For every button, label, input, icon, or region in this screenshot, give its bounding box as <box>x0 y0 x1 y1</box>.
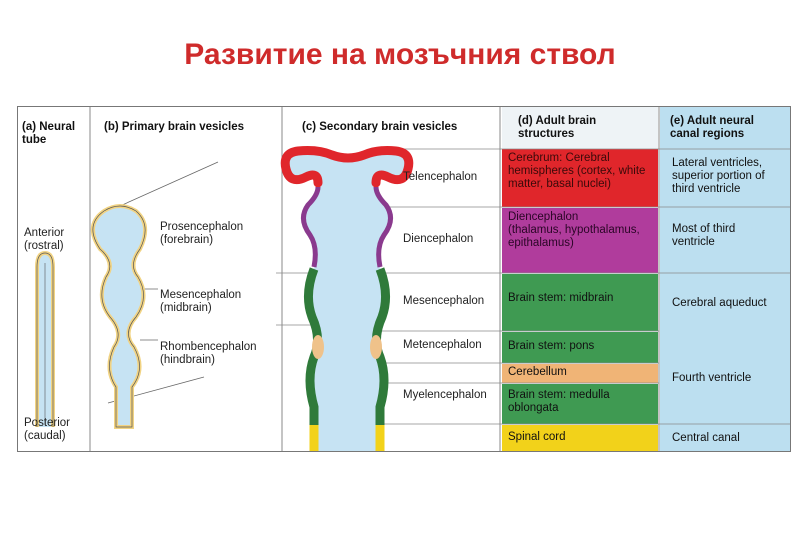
label-metencephalon: Metencephalon <box>403 339 482 351</box>
structure-cerebellum: Cerebellum <box>502 364 658 383</box>
canal-third-ventricle: Most of third ventricle <box>672 223 736 248</box>
structure-midbrain: Brain stem: midbrain <box>502 274 658 331</box>
label-mesencephalon-secondary: Mesencephalon <box>403 295 485 307</box>
label-telencephalon: Telencephalon <box>403 171 478 183</box>
secondary-vesicles-shape <box>285 151 409 452</box>
neural-tube-shape <box>37 253 53 427</box>
brain-development-figure <box>18 107 790 451</box>
label-myelencephalon: Myelencephalon <box>403 389 487 401</box>
structure-cerebrum: Cerebrum: Cerebral hemispheres (cortex, white matter, basal nuclei) <box>502 149 658 207</box>
canal-central-canal: Central canal <box>672 432 740 444</box>
structure-spinal-cord: Spinal cord <box>502 425 658 451</box>
primary-vesicles-shape <box>93 206 145 427</box>
structure-medulla: Brain stem: medulla oblongata <box>502 384 658 424</box>
label-prosencephalon: Prosencephalon (forebrain) <box>160 221 244 246</box>
structure-diencephalon: Diencephalon (thalamus, hypothalamus, epithalamus) <box>502 208 658 273</box>
canal-lateral-ventricles: Lateral ventricles, superior portion of third ventricle <box>672 157 765 195</box>
structure-pons: Brain stem: pons <box>502 332 658 363</box>
label-rhombencephalon: Rhombencephalon (hindbrain) <box>160 341 257 366</box>
canal-fourth-ventricle: Fourth ventricle <box>672 372 752 384</box>
canal-cerebral-aqueduct: Cerebral aqueduct <box>672 297 767 309</box>
label-posterior: Posterior (caudal) <box>24 417 71 442</box>
header-adult-structures: (d) Adult brain structures <box>518 115 597 140</box>
label-diencephalon: Diencephalon <box>403 233 474 245</box>
label-mesencephalon-primary: Mesencephalon (midbrain) <box>160 289 242 314</box>
slide-title: Развитие на мозъчния ствол <box>184 38 616 71</box>
header-neural-tube: (a) Neural tube <box>22 121 76 146</box>
label-anterior: Anterior (rostral) <box>24 227 65 252</box>
header-secondary-vesicles: (c) Secondary brain vesicles <box>302 121 458 133</box>
header-primary-vesicles: (b) Primary brain vesicles <box>104 121 244 133</box>
header-canal-regions: (e) Adult neural canal regions <box>670 115 754 140</box>
